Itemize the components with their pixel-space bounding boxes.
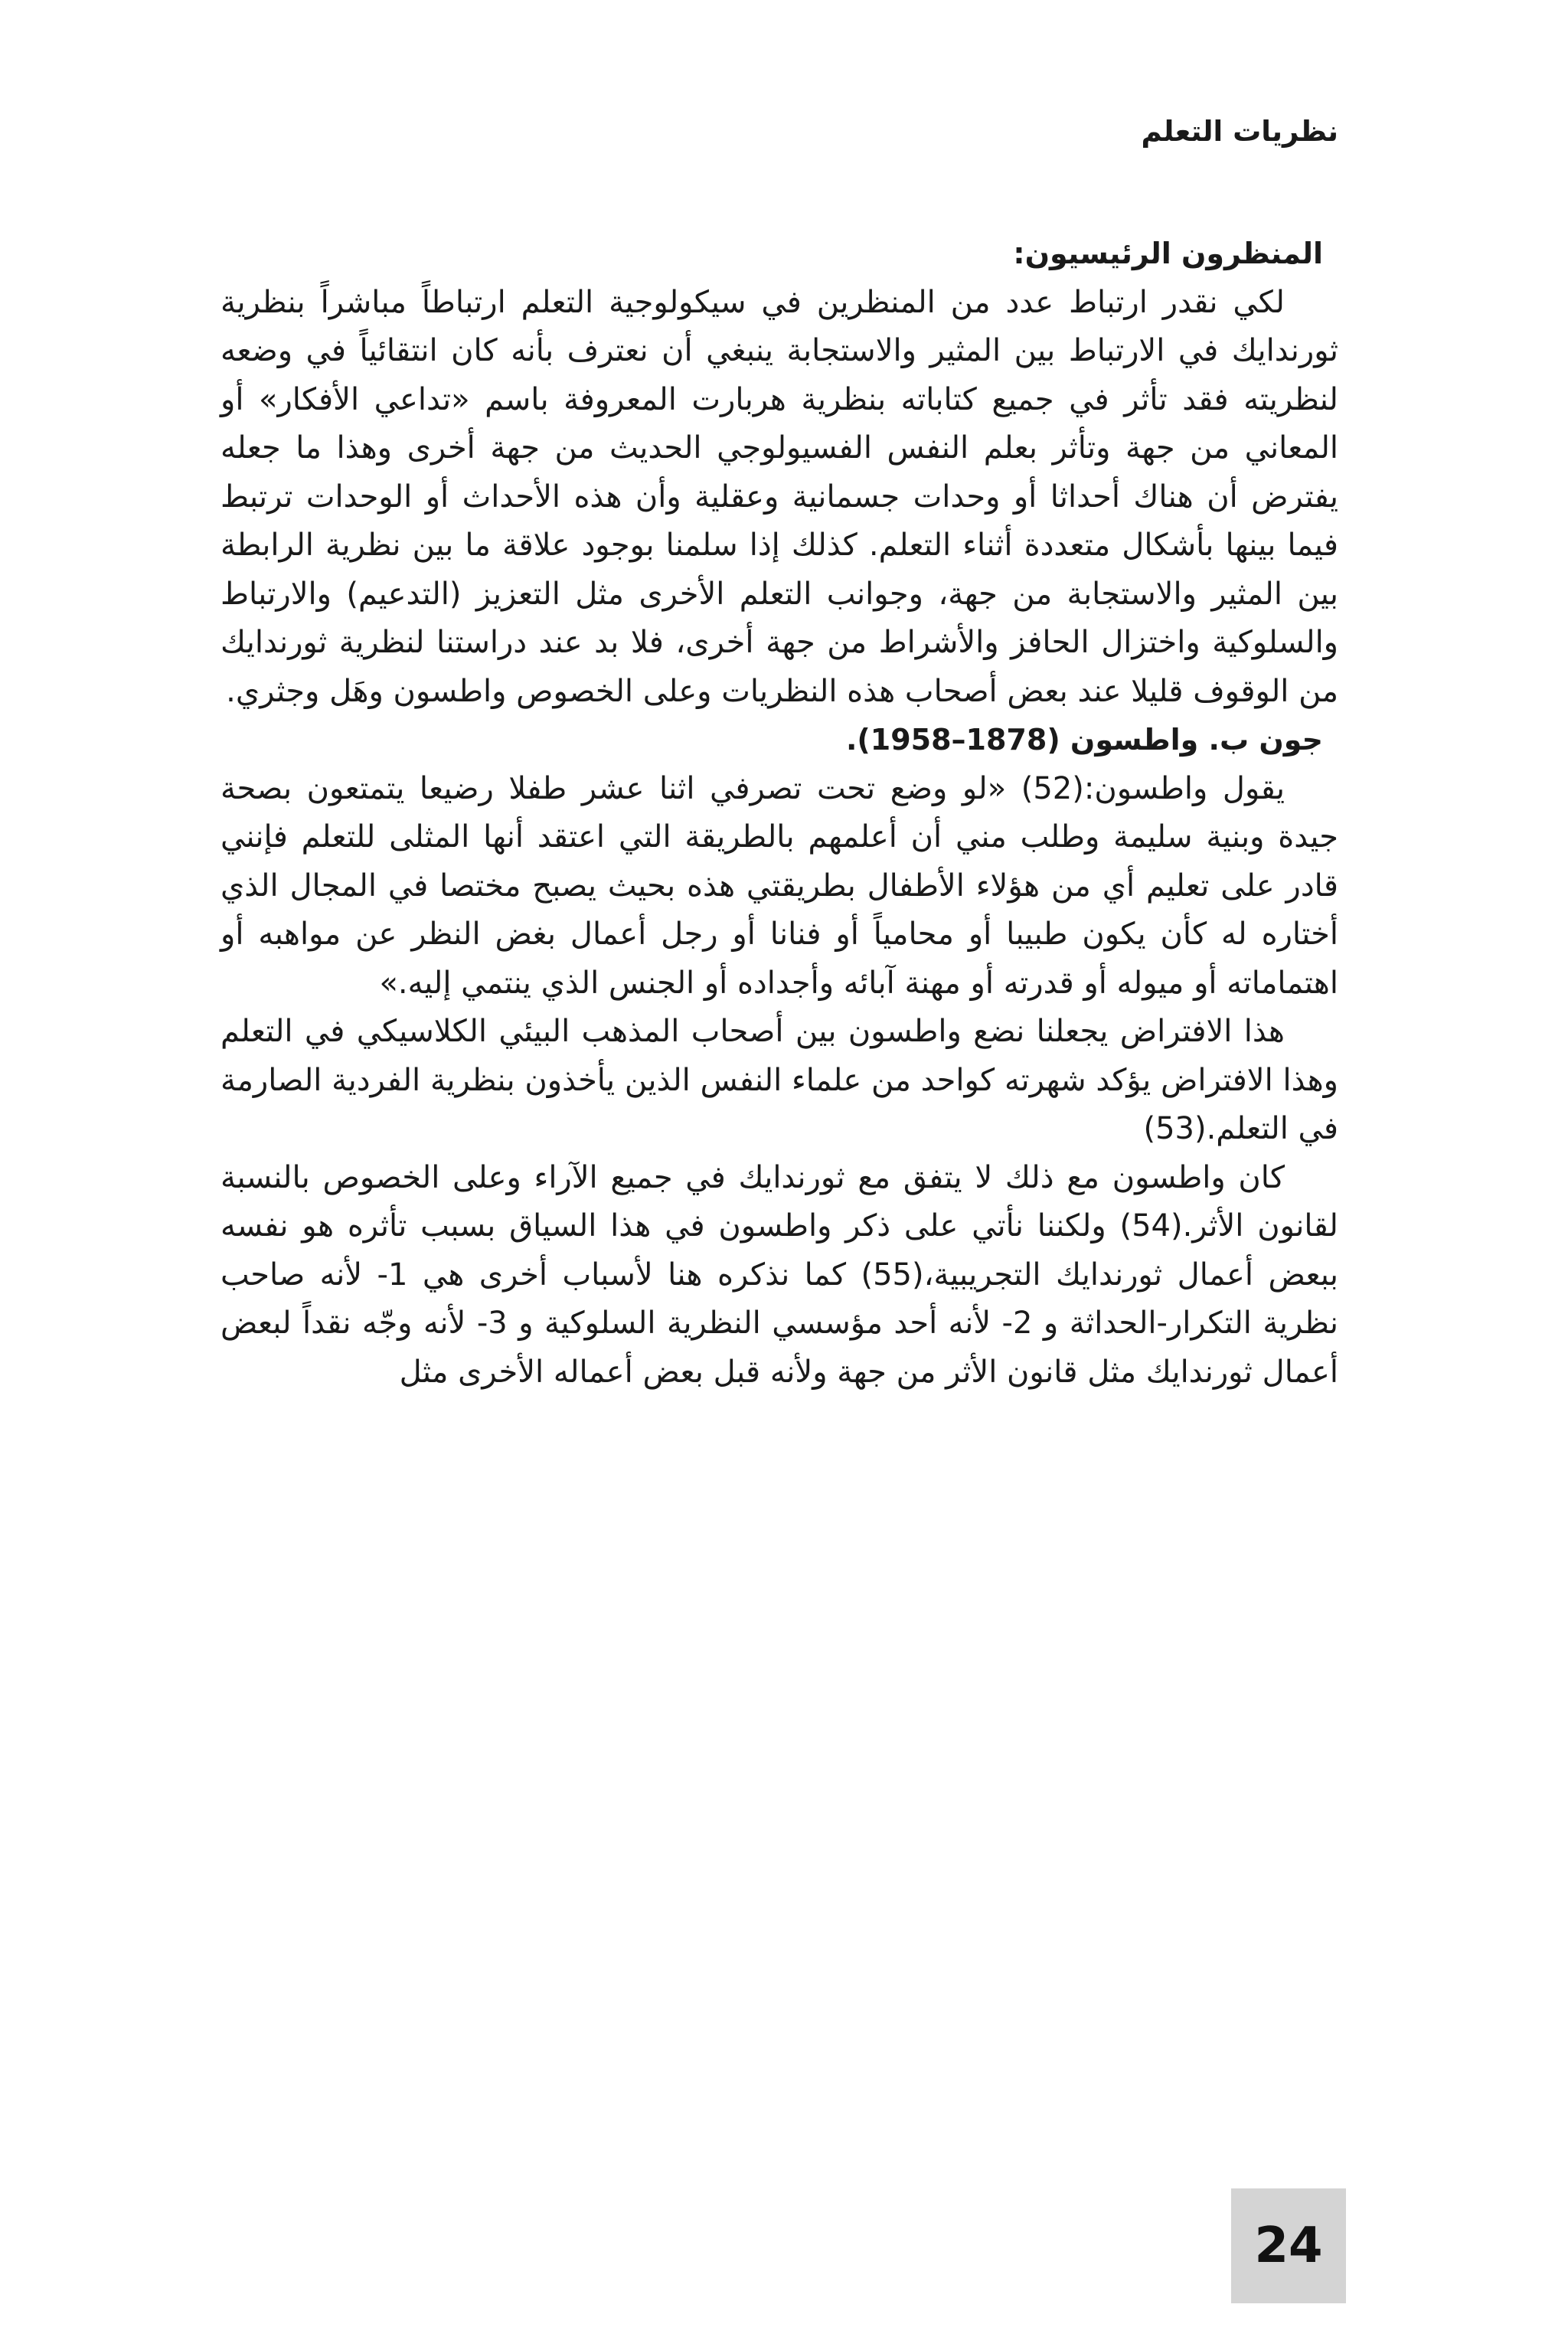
page-body (220, 230, 1338, 1397)
running-header: نظريات التعلم (1141, 115, 1338, 148)
paragraph: يقول واطسون:(52) «لو وضع تحت تصرفي اثنا عشر طفلا رضيعا يتمتعون بصحة جيدة وبنية سليمة وطلب مني أن أعلمهم بالطريقة التي اعتقد أنها المثلى للتعلم فإنني قادر على تعليم أي من هؤلاء الأطفال بطريقتي هذه بحيث يصبح مختصا في المجال الذي أختاره له كأن يكون طبيبا أو محامياً أو فنانا أو رجل أعمال بغض النظر عن مواهبه أو اهتماماته أو ميوله أو قدرته أو مهنة آبائه وأجداده أو الجنس الذي ينتمي إليه.» (220, 770, 1338, 1001)
subsection-heading: جون ب. واطسون (1878–1958). (845, 723, 1323, 757)
page-number-box (1231, 2188, 1346, 2303)
section-heading: المنظرون الرئيسيون: (1013, 237, 1323, 270)
page-number: 24 (1254, 2218, 1323, 2274)
paragraph: لكي نقدر ارتباط عدد من المنظرين في سيكولوجية التعلم ارتباطاً مباشراً بنظرية ثورندايك في الارتباط بين المثير والاستجابة ينبغي أن نعترف بأنه كان انتقائياً في وضعه لنظريته فقد تأثر في جميع كتاباته بنظرية هربارت المعروفة باسم «تداعي الأفكار» أو المعاني من جهة وتأثر بعلم النفس الفسيولوجي الحديث من جهة أخرى وهذا ما جعله يفترض أن هناك أحداثا أو وحدات جسمانية وعقلية وأن هذه الأحداث أو الوحدات ترتبط فيما بينها بأشكال متعددة أثناء التعلم. كذلك إذا سلمنا بوجود علاقة ما بين نظرية الرابطة بين المثير والاستجابة من جهة، وجوانب التعلم الأخرى مثل التعزيز (التدعيم) والارتباط والسلوكية واختزال الحافز والأشراط من جهة أخرى، فلا بد عند دراستنا لنظرية ثورندايك من الوقوف قليلا عند بعض أصحاب هذه النظريات وعلى الخصوص واطسون وهَل وجثري. (220, 284, 1338, 709)
paragraph: كان واطسون مع ذلك لا يتفق مع ثورندايك في جميع الآراء وعلى الخصوص بالنسبة لقانون الأثر.(54) ولكننا نأتي على ذكر واطسون في هذا السياق بسبب تأثره هو نفسه ببعض أعمال ثورندايك التجريبية،(55) كما نذكره هنا لأسباب أخرى هي 1- لأنه صاحب نظرية التكرار-الحداثة و 2- لأنه أحد مؤسسي النظرية السلوكية و 3- لأنه وجّه نقداً لبعض أعمال ثورندايك مثل قانون الأثر من جهة ولأنه قبل بعض أعماله الأخرى مثل (220, 1159, 1338, 1390)
paragraph: هذا الافتراض يجعلنا نضع واطسون بين أصحاب المذهب البيئي الكلاسيكي في التعلم وهذا الافتراض يؤكد شهرته كواحد من علماء النفس الذين يأخذون بنظرية الفردية الصارمة في التعلم.(53) (220, 1014, 1338, 1146)
